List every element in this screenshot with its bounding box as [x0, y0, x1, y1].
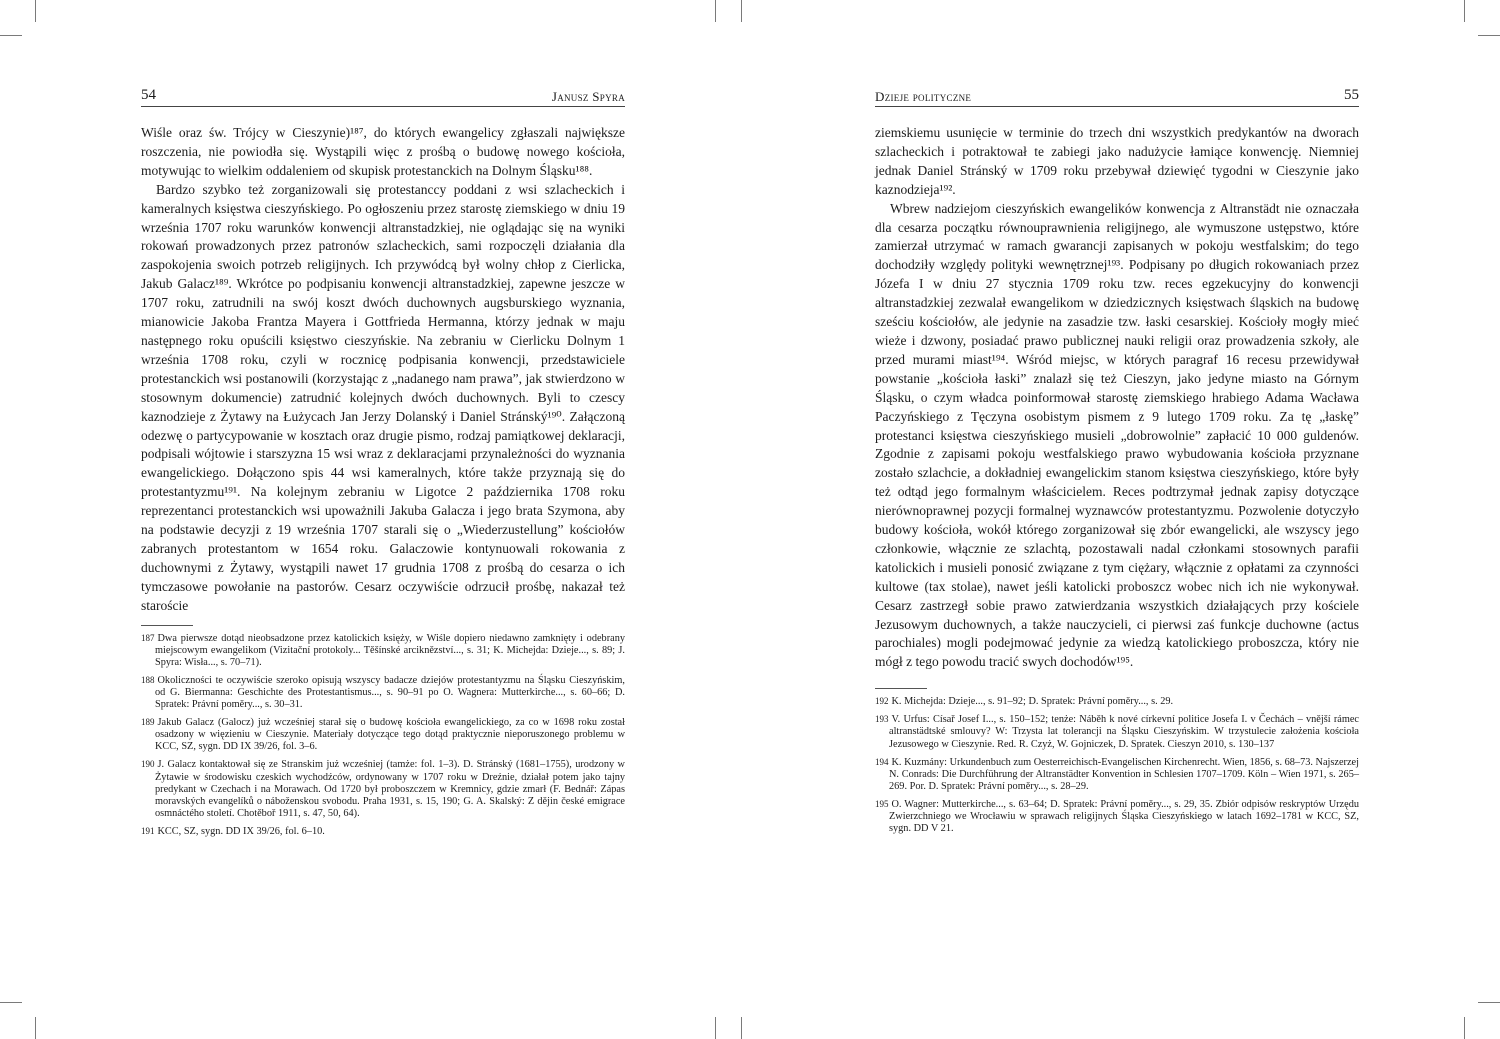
crop-mark [1478, 1002, 1500, 1003]
footnote: 194 K. Kuzmány: Urkundenbuch zum Oesterreichisch-Evangelischen Kirchenrecht. Wien, 1856, s. 68–73. Najszerzej N. Conrads: Die Durchführung der Altranstädter Konvention in Schlesien 1707–1709. Köln – Wien 1971, s. 265–269. Por. D. Spratek: Právní poměry..., s. 28–29. [875, 756, 1359, 792]
crop-mark [35, 1017, 36, 1039]
footnotes [875, 695, 1359, 835]
footnotes [141, 632, 625, 838]
page-header [141, 86, 625, 107]
footnote: 189 Jakub Galacz (Galocz) już wcześniej starał się o budowę kościoła ewangelickiego, za co w 1698 roku został osadzony w więzieniu w Cieszynie. Materiały dotyczące tego dotąd praktycznie nieporuszonego problemu w KCC, SZ, sygn. DD IX 39/26, fol. 3–6. [141, 717, 625, 753]
footnote-rule [875, 688, 927, 689]
footnote: 190 J. Galacz kontaktował się ze Stranskim już wcześniej (tamże: fol. 1–3). D. Stránský (1681–1755), urodzony w Żytawie w środowisku czeskich wychodźców, ordynowany w 1707 roku w Dreźnie, działał potem jako tajny predykant w Czechach i na Morawach. Od 1720 był proboszczem w Kremnicy, gdzie zmarł (F. Bednář: Zápas moravských evangelíků o náboženskou svobodu. Praha 1931, s. 15, 190; G. A. Skalský: Z dějin české emigrace osmnáctého století. Chotěboř 1911, s. 47, 50, 64). [141, 759, 625, 819]
running-head: Janusz Spyra [551, 89, 625, 104]
running-head: Dzieje polityczne [875, 89, 972, 104]
crop-mark [0, 1002, 22, 1003]
page-number: 55 [1344, 87, 1359, 103]
crop-mark [1478, 35, 1500, 36]
crop-mark [0, 35, 22, 36]
paragraph: Wiśle oraz św. Trójcy w Cieszynie)¹⁸⁷, do których ewangelicy zgłaszali największe roszczenia, nie powiodła się. Wystąpili więc z prośbą o budowę nowego kościoła, motywując to wielkim oddaleniem od skupisk protestanckich na Dolnym Śląsku¹⁸⁸. [141, 125, 625, 178]
crop-mark [715, 0, 716, 22]
footnote: 195 O. Wagner: Mutterkirche..., s. 63–64; D. Spratek: Právní poměry..., s. 29, 35. Zbiór odpisów reskryptów Urzędu Zwierzchniego we Wrocławiu w sprawach religijnych Śląska Cieszyńskiego w latach 1692–1781 w KCC, SZ, sygn. DD V 21. [875, 798, 1359, 835]
crop-mark [1464, 0, 1465, 22]
footnote: 192 K. Michejda: Dzieje..., s. 91–92; D. Spratek: Právní poměry..., s. 29. [875, 696, 1174, 708]
footnote: 193 V. Urfus: Císař Josef I..., s. 150–152; tenże: Náběh k nové církevní politice Josefa I. v Čechách – vnější rámec altranstädtské smlouvy? W: Trzysta lat tolerancji na Śląsku Cieszyńskim. W trzystulecie założenia kościoła Jezusowego w Cieszynie. Red. R. Czyż, W. Gojniczek, D. Spratek. Cieszyn 2010, s. 130–137 [875, 714, 1359, 750]
crop-mark [741, 0, 742, 22]
footnote: 191 KCC, SZ, sygn. DD IX 39/26, fol. 6–10. [141, 825, 325, 837]
footnote-rule [141, 625, 193, 626]
page-header [875, 86, 1359, 107]
crop-mark [741, 1017, 742, 1039]
body-text [875, 124, 1359, 672]
crop-mark [1464, 1017, 1465, 1039]
footnote: 187 Dwa pierwsze dotąd nieobsadzone przez katolickich księży, w Wiśle dopiero niedawno zamknięty i odebrany miejscowym ewangelikom (Vizitační protokoly... Těšínské arciknězství..., s. 31; K. Michejda: Dzieje..., s. 89; J. Spyra: Wisła..., s. 70–71). [141, 632, 625, 668]
page-number: 54 [141, 87, 156, 103]
paragraph: ziemskiemu usunięcie w terminie do trzech dni wszystkich predykantów na dworach szlacheckich i potraktował te zabiegi jako nadużycie łamiące konwencję. Niemniej jednak Daniel Stránský w 1709 roku przebywał dziewięć tygodni w Cieszynie jako kaznodzieja¹⁹². [875, 125, 1359, 197]
paragraph: Bardzo szybko też zorganizowali się protestanccy poddani z wsi szlacheckich i kameralnych księstwa cieszyńskiego. Po ogłoszeniu przez starostę ziemskiego w dniu 19 września 1707 roku warunków konwencji altranstadzkiej, nie oglądając się na wyniki rokowań prowadzonych przez patronów szlacheckich, sami rozpoczęli działania dla zaspokojenia swoich potrzeb religijnych. Ich przywódcą był wolny chłop z Cierlicka, Jakub Galacz¹⁸⁹. Wkrótce po podpisaniu konwencji altranstadzkiej, zapewne jeszcze w 1707 roku, zatrudnili na swój koszt dwóch duchownych augsburskiego wyznania, mianowicie Jakoba Frantza Mayera i Gottfrieda Hermanna, którzy jednak w maju następnego roku opuścili księstwo cieszyńskie. Na zebraniu w Cierlicku Dolnym 1 września 1708 roku, czyli w rocznicę podpisania konwencji, przedstawiciele protestanckich wsi postanowili (korzystając z „nadanego nam prawa”, jak stwierdzono w stosownym dokumencie) zatrudnić kolejnych dwóch duchownych. Byli to czescy kaznodzieje z Żytawy na Łużycach Jan Jerzy Dolanský i Daniel Stránský¹⁹⁰. Załączoną odezwę o partycypowanie w kosztach oraz drugie pismo, rodzaj pamiątkowej deklaracji, podpisali wójtowie i starszyzna 15 wsi wraz z deklaracjami przynależności do wyznania ewangelickiego. Dołączono spis 44 wsi kameralnych, które także przyznają się do protestantyzmu¹⁹¹. Na kolejnym zebraniu w Ligotce 2 października 1708 roku reprezentanci protestanckich wsi upoważnili Jakuba Galacza i jego brata Szymona, aby na podstawie decyzji z 19 września 1707 starali się o „Wiederzustellung” kościołów zabranych protestantom w 1654 roku. Galaczowie kontynuowali rokowania z duchownymi z Żytawy, wystąpili nawet 17 grudnia 1708 z prośbą do cesarza o ich tymczasowe powołanie na pastorów. Cesarz oczywiście odrzucił prośbę, nakazał też staroście [141, 181, 625, 613]
body-text [141, 124, 625, 616]
crop-mark [35, 0, 36, 22]
left-page [141, 86, 625, 843]
paragraph: Wbrew nadziejom cieszyńskich ewangelików konwencja z Altranstädt nie oznaczała dla cesarza początku równouprawnienia religijnego, ale wymuszone ustępstwo, które zamierzał utrzymać w ramach gwarancji zapisanych w pokoju westfalskim; do tego dochodziły względy polityki wewnętrznej¹⁹³. Podpisany po długich rokowaniach przez Józefa I w dniu 27 stycznia 1709 roku tzw. reces egzekucyjny do konwencji altranstadzkiej zezwalał ewangelikom w dziedzicznych księstwach śląskich na budowę sześciu kościołów, ale jedynie na zasadzie tzw. łaski cesarskiej. Kościoły mogły mieć wieże i dzwony, posiadać prawo publicznej nauki religii oraz prowadzenia szkoły, ale przed murami miast¹⁹⁴. Wśród miejsc, w których paragraf 16 recesu przewidywał powstanie „kościoła łaski” znalazł się też Cieszyn, jako jedyne miasto na Górnym Śląsku, o czym władca poinformował starostę ziemskiego hrabiego Adama Wacława Paczyńskiego z Tęczyna osobistym pismem z 9 lutego 1709 roku. Za tę „łaskę” protestanci księstwa cieszyńskiego musieli „dobrowolnie” zapłacić 10 000 guldenów. Zgodnie z zapisami pokoju westfalskiego prawo wybudowania kościoła przyznane zostało szlachcie, a dokładniej ewangelickim stanom księstwa cieszyńskiego, które były też odtąd jego formalnym właścicielem. Reces podtrzymał jednak zapisy dotyczące nierównoprawnej pozycji formalnej wyznawców protestantyzmu. Pozwolenie dotyczyło budowy kościoła, wokół którego zorganizował się zbór ewangelicki, ale wszyscy jego członkowie, włącznie ze szlachtą, pozostawali nadal członkami stosownych parafii katolickich i musieli ponosić związane z tym ciężary, włącznie z opłatami za czynności kultowe (tax stolae), nawet jeśli katolicki proboszcz wobec nich ich nie wykonywał. Cesarz zastrzegł sobie prawo zatwierdzania wszystkich działających przy kościele Jezusowym duchownych, a także nauczycieli, ci pierwsi zaś funkcje duchowne (actus parochiales) mogli podejmować jedynie za wiedzą katolickiego proboszcza, który nie mógł z tego powodu tracić swych dochodów¹⁹⁵. [875, 200, 1359, 670]
right-page [875, 86, 1359, 840]
footnote: 188 Okoliczności te oczywiście szeroko opisują wszyscy badacze dziejów protestantyzmu na Śląsku Cieszyńskim, od G. Biermanna: Geschichte des Protestantismus..., s. 90–91 po O. Wagnera: Mutterkirche..., s. 60–66; D. Spratek: Právní poměry..., s. 30–31. [141, 674, 625, 711]
crop-mark [715, 1017, 716, 1039]
